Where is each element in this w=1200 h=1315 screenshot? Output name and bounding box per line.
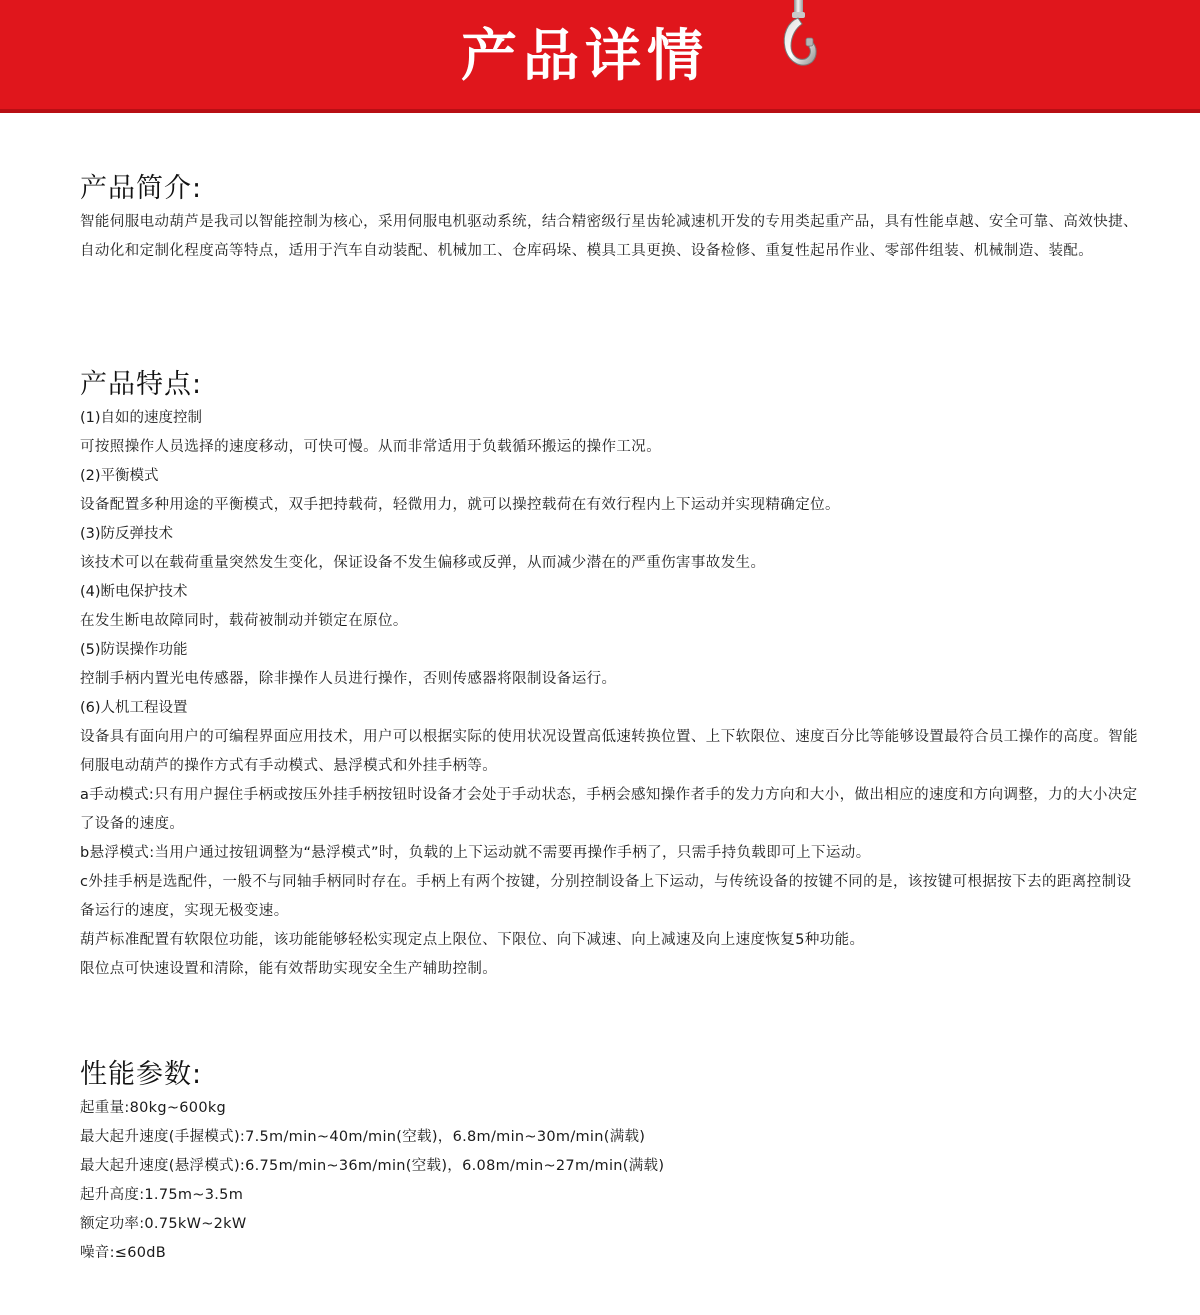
feature-title: (2)平衡模式 [80, 468, 159, 484]
limit-text: 葫芦标准配置有软限位功能，该功能能够轻松实现定点上限位、下限位、向下减速、向上减速及向上速度恢复5种功能。 [80, 932, 865, 948]
intro-text: 智能伺服电动葫芦是我司以智能控制为核心，采用伺服电机驱动系统，结合精密级行星齿轮减速机开发的专用类起重产品，具有性能卓越、安全可靠、高效快捷、自动化和定制化程度高等特点，适用于汽车自动装配、机械加工、仓库码垛、模具工具更换、设备检修、重复性起吊作业、零部件组装、机械制造、装配。 [80, 214, 1138, 259]
param-item: 噪音:≤60dB [80, 1245, 167, 1261]
param-item: 额定功率:0.75kW~2kW [80, 1216, 247, 1232]
banner-bottom-edge [0, 109, 1200, 113]
param-item: 起重量:80kg~600kg [80, 1100, 227, 1116]
param-item: 最大起升速度(悬浮模式):6.75m/min~36m/min(空载)，6.08m/min~27m/min(满载) [80, 1158, 665, 1174]
param-item: 起升高度:1.75m~3.5m [80, 1187, 244, 1203]
feature-title: (1)自如的速度控制 [80, 410, 203, 426]
intro-heading: 产品简介: [80, 173, 203, 204]
feature-desc: 控制手柄内置光电传感器，除非操作人员进行操作，否则传感器将限制设备运行。 [80, 671, 617, 687]
features-heading: 产品特点: [80, 369, 203, 400]
feature-title: (4)断电保护技术 [80, 584, 188, 600]
crane-hook-icon [776, 0, 820, 78]
limit-text: 限位点可快速设置和清除，能有效帮助实现安全生产辅助控制。 [80, 961, 498, 977]
param-item: 最大起升速度(手握模式):7.5m/min~40m/min(空载)，6.8m/min~30m/min(满载) [80, 1129, 646, 1145]
feature-desc: 在发生断电故障同时，载荷被制动并锁定在原位。 [80, 613, 408, 629]
mode-c-text: c外挂手柄是选配件，一般不与同轴手柄同时存在。手柄上有两个按键，分别控制设备上下运动，与传统设备的按键不同的是，该按键可根据按下去的距离控制设备运行的速度，实现无极变速。 [80, 874, 1132, 919]
mode-b-text: b悬浮模式:当用户通过按钮调整为“悬浮模式”时，负载的上下运动就不需要再操作手柄了，只需手持负载即可上下运动。 [80, 845, 871, 861]
feature-desc: 设备配置多种用途的平衡模式，双手把持载荷，轻微用力，就可以操控载荷在有效行程内上下运动并实现精确定位。 [80, 497, 840, 513]
feature-desc: 设备具有面向用户的可编程界面应用技术，用户可以根据实际的使用状况设置高低速转换位置、上下软限位、速度百分比等能够设置最符合员工操作的高度。智能伺服电动葫芦的操作方式有手动模式、悬浮模式和外挂手柄等。 [80, 729, 1138, 774]
header-banner [0, 0, 1200, 113]
params-heading: 性能参数: [80, 1059, 203, 1090]
page-title: 产品详情 [461, 24, 709, 89]
feature-title: (5)防误操作功能 [80, 642, 188, 658]
feature-title: (6)人机工程设置 [80, 700, 188, 716]
intro-section [80, 172, 1140, 266]
mode-a-text: a手动模式:只有用户握住手柄或按压外挂手柄按钮时设备才会处于手动状态，手柄会感知操作者手的发力方向和大小，做出相应的速度和方向调整，力的大小决定了设备的速度。 [80, 787, 1138, 832]
params-section [80, 1058, 1140, 1268]
feature-desc: 可按照操作人员选择的速度移动，可快可慢。从而非常适用于负载循环搬运的操作工况。 [80, 439, 662, 455]
features-section [80, 368, 1140, 984]
feature-title: (3)防反弹技术 [80, 526, 174, 542]
feature-desc: 该技术可以在载荷重量突然发生变化，保证设备不发生偏移或反弹，从而减少潜在的严重伤害事故发生。 [80, 555, 766, 571]
